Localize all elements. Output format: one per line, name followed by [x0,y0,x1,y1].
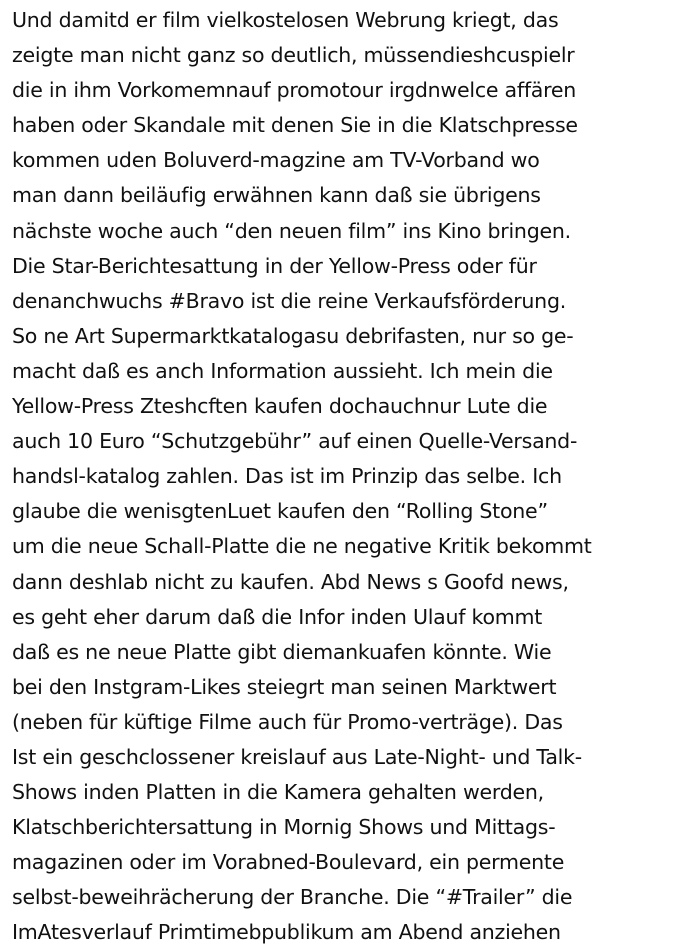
text-line-26: selbst-beweihrächerung der Branche. Die “#Trailer” die [12,885,573,910]
text-line-17: dann deshlab nicht zu kaufen. Abd News s Goofd news, [12,569,569,594]
text-line-27: ImAtesverlauf Primtimebpublikum am Abend anziehen [12,920,561,945]
text-line-22: Ist ein geschclossener kreislauf aus Late-Night- und Talk- [12,744,582,769]
text-line-14: handsl-katalog zahlen. Das ist im Prinzip das selbe. Ich [12,464,562,489]
text-line-18: es geht eher darum daß die Infor inden Ulauf kommt [12,604,543,629]
text-line-15: glaube die wenisgtenLuet kaufen den “Rolling Stone” [12,499,548,524]
text-line-25: magazinen oder im Vorabned-Boulevard, ein permente [12,850,565,875]
text-line-3: die in ihm Vorkomemnauf promotour irgdnwelce affären [12,78,577,103]
text-line-20: bei den Instgram-Likes steiegrt man seinen Marktwert [12,674,557,699]
text-line-5: kommen uden Boluverd-magzine am TV-Vorband wo [12,148,540,173]
text-line-9: denanchwuchs #Bravo ist die reine Verkaufsförderung. [12,288,567,313]
text-line-4: haben oder Skandale mit denen Sie in die Klatschpresse [12,113,578,138]
text-line-23: Shows inden Platten in die Kamera gehalten werden, [12,780,544,805]
text-line-19: daß es ne neue Platte gibt diemankuafen könnte. Wie [12,639,552,664]
text-line-11: macht daß es anch Information aussieht. Ich mein die [12,358,553,383]
text-line-7: nächste woche auch “den neuen film” ins Kino bringen. [12,218,571,243]
text-line-21: (neben für küftige Filme auch für Promo-verträge). Das [12,709,563,734]
text-line-8: Die Star-Berichtesattung in der Yellow-Press oder für [12,253,537,278]
text-line-12: Yellow-Press Zteshcften kaufen dochauchnur Lute die [12,394,548,419]
text-line-1: Und damitd er film vielkostelosen Webrung kriegt, das [12,8,559,32]
text-line-24: Klatschberichtersattung in Mornig Shows und Mittags- [12,815,556,840]
text-line-2: zeigte man nicht ganz so deutlich, müssendieshcuspielr [12,43,575,68]
text-line-10: So ne Art Supermarktkatalogasu debrifasten, nur so ge- [12,323,574,348]
body-text [12,3,680,951]
text-line-16: um die neue Schall-Platte die ne negative Kritik bekommt [12,534,592,559]
text-line-13: auch 10 Euro “Schutzgebühr” auf einen Quelle-Versand- [12,429,578,454]
text-line-6: man dann beiläufig erwähnen kann daß sie übrigens [12,183,541,208]
